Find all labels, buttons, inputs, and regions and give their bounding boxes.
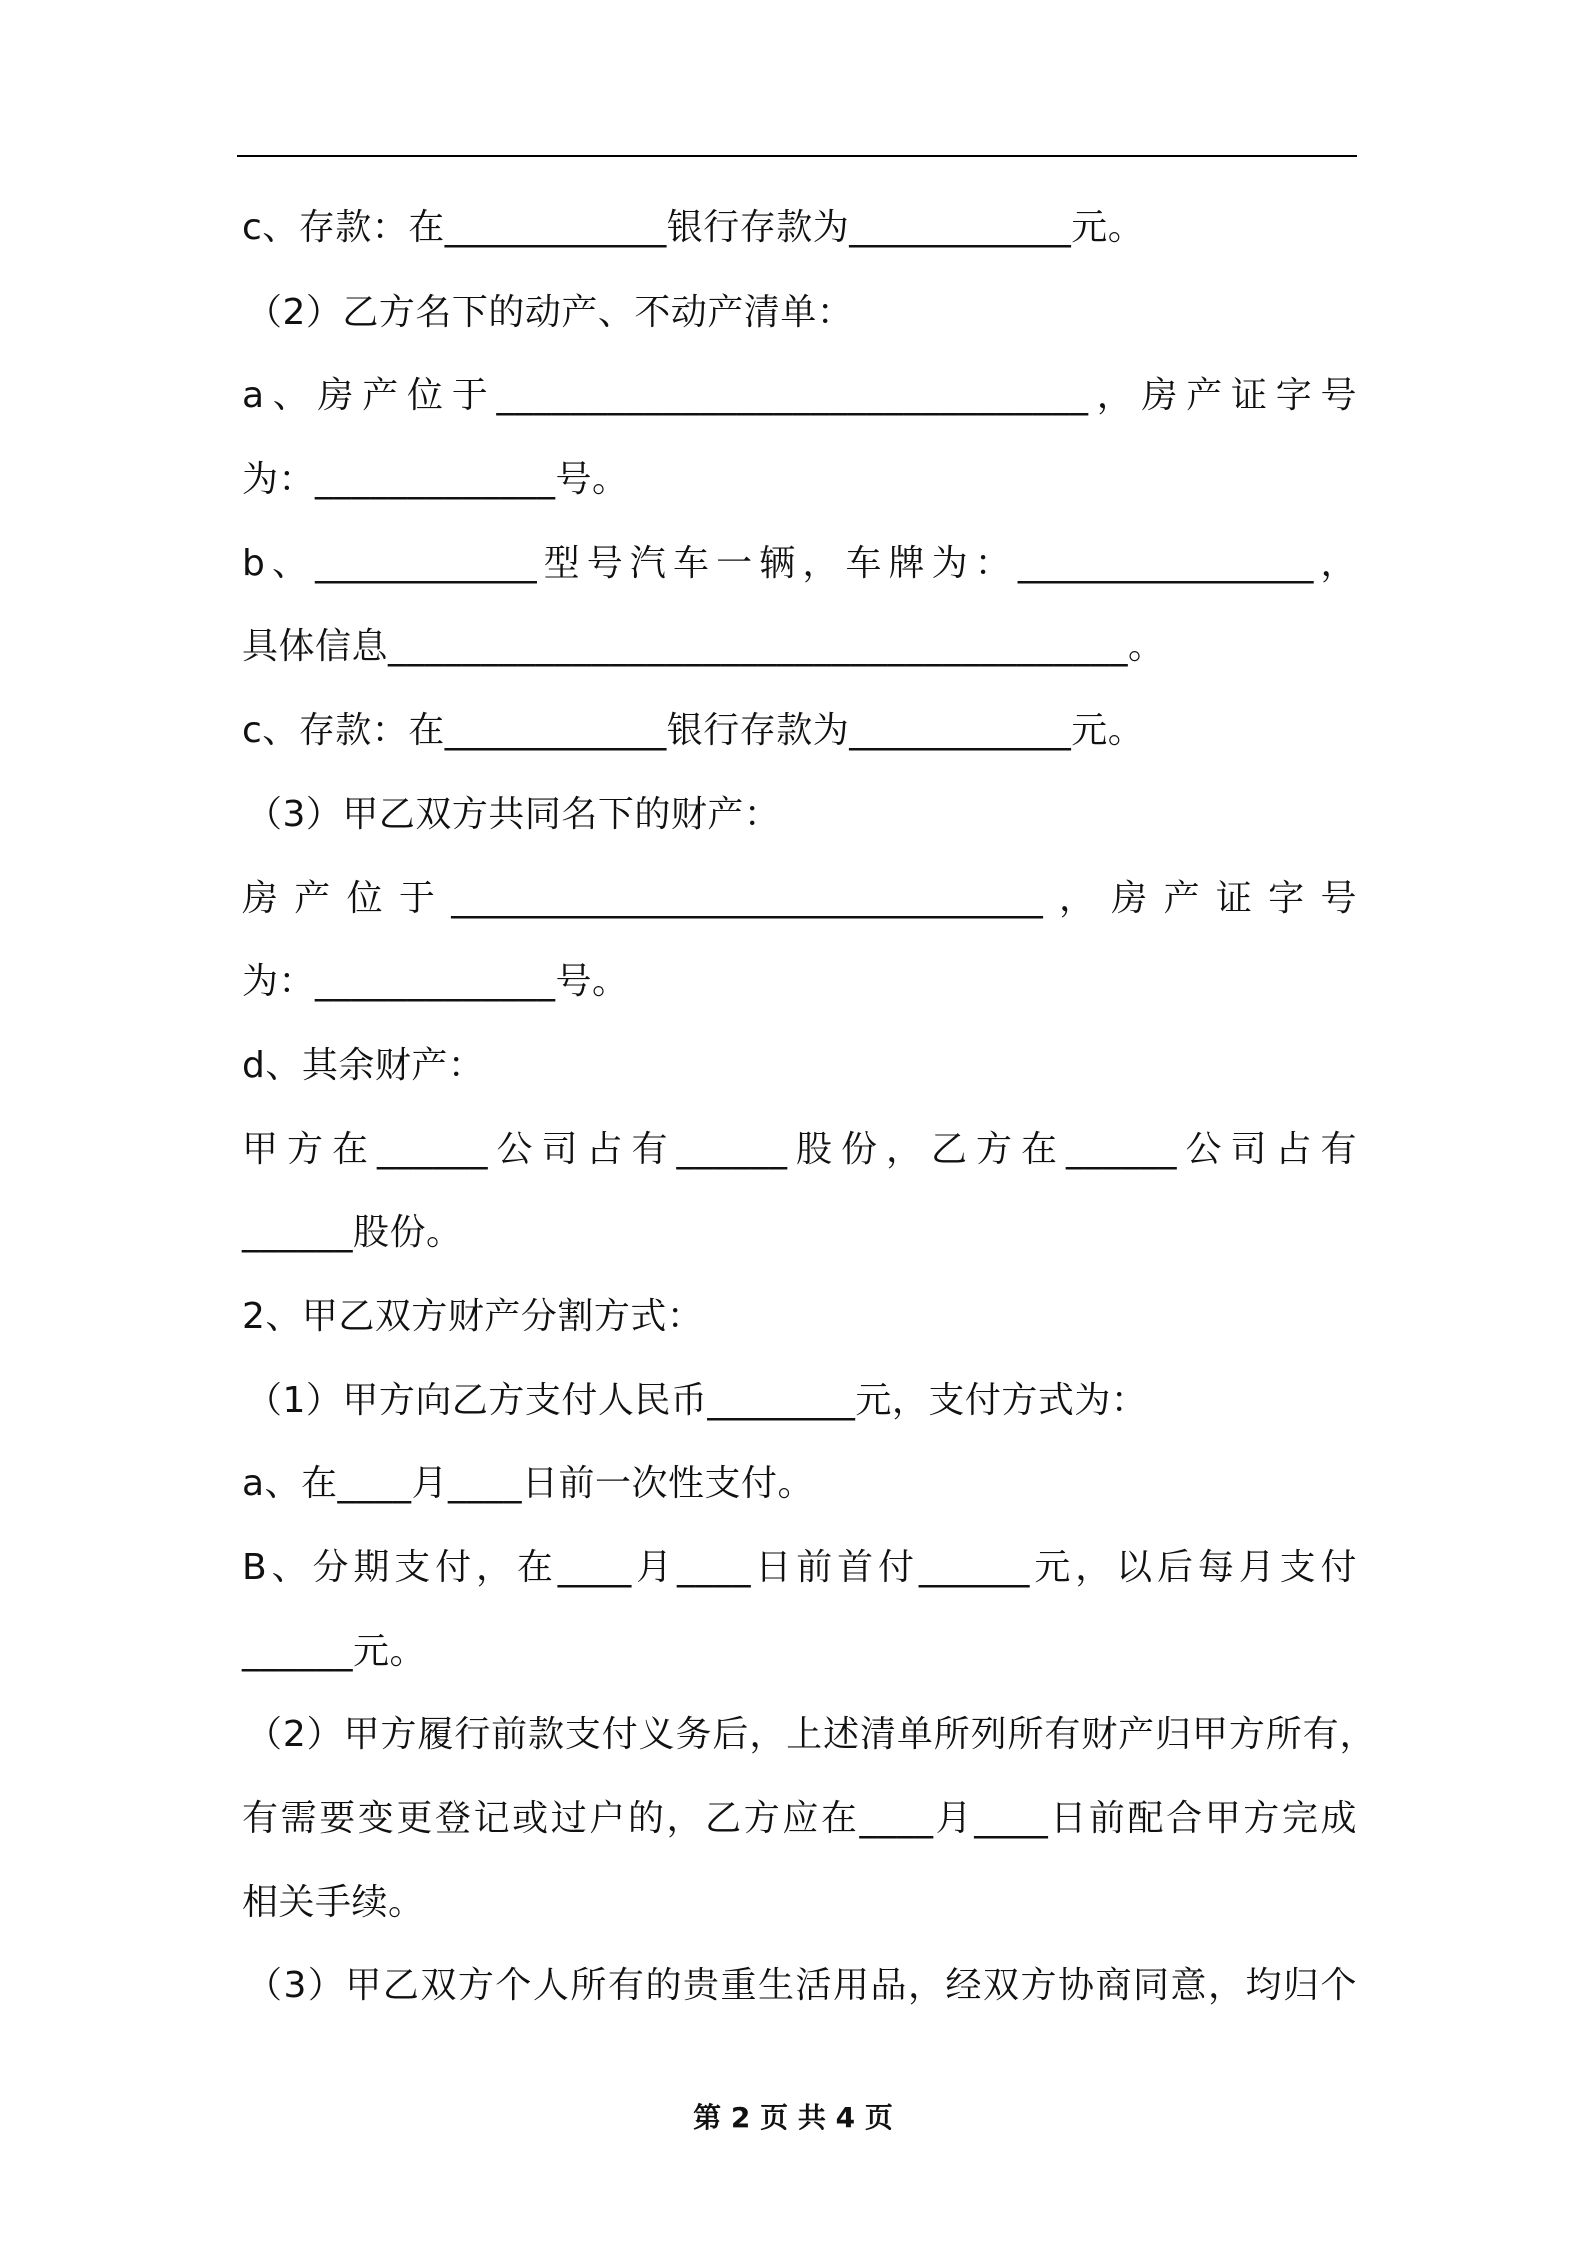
text-line-procedures: 相关手续。: [242, 1882, 425, 1923]
text-line-ownership-transfer: （2）甲方履行前款支付义务后，上述清单所列所有财产归甲方所有，: [246, 1714, 1376, 1755]
text-line-b-car-info: 具体信息________________________________________。: [242, 626, 1165, 667]
text-line-personal-items: （3）甲乙双方个人所有的贵重生活用品，经双方协商同意，均归个: [246, 1965, 1357, 2006]
text-line-b-property-cert: 为：_____________号。: [242, 459, 629, 500]
text-line-division-heading: 2、甲乙双方财产分割方式：: [242, 1296, 704, 1337]
page-number-footer: 第 2 页 共 4 页: [693, 2101, 893, 2134]
text-line-joint-property-location: 房产位于________________________________，房产证字号: [242, 878, 1357, 919]
text-line-deposit-b: c、存款：在____________银行存款为____________元。: [242, 710, 1145, 751]
text-line-registration: 有需要变更登记或过户的，乙方应在____月____日前配合甲方完成: [242, 1798, 1357, 1839]
text-line-b-property-location: a、房产位于________________________________，房产证字号: [242, 375, 1357, 416]
text-line-joint-property-cert: 为：_____________号。: [242, 961, 629, 1002]
text-line-lump-sum: a、在____月____日前一次性支付。: [242, 1463, 815, 1504]
text-line-payment-amount: （1）甲方向乙方支付人民币________元，支付方式为：: [246, 1380, 1148, 1421]
text-line-shares: 甲方在______公司占有______股份，乙方在______公司占有: [242, 1129, 1357, 1170]
text-line-other-assets-heading: d、其余财产：: [242, 1045, 485, 1086]
text-line-shares-cont: ______股份。: [242, 1212, 463, 1253]
header-divider: [237, 155, 1357, 157]
text-line-deposit-a: c、存款：在____________银行存款为____________元。: [242, 207, 1145, 248]
text-line-joint-assets-heading: （3）甲乙双方共同名下的财产：: [246, 794, 781, 835]
text-line-party-b-assets-heading: （2）乙方名下的动产、不动产清单：: [246, 292, 854, 333]
text-line-installment-cont: ______元。: [242, 1631, 427, 1672]
text-line-installment: B、分期支付，在____月____日前首付______元，以后每月支付: [242, 1547, 1357, 1588]
text-line-b-car: b、____________型号汽车一辆，车牌为：________________，: [242, 543, 1357, 584]
